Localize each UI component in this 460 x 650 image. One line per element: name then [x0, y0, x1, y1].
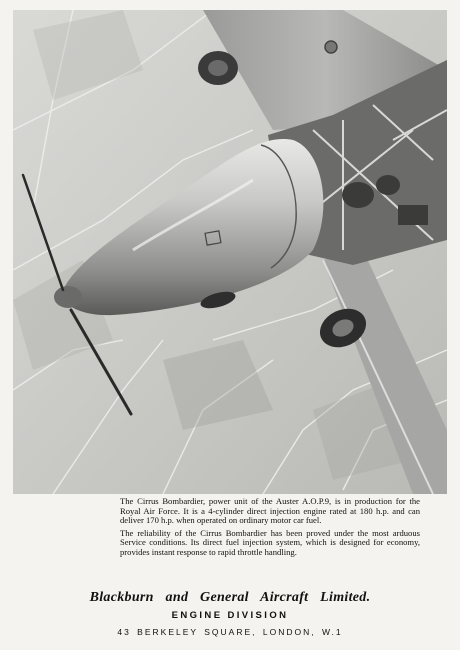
caption-paragraph-1: The Cirrus Bombardier, power unit of the Auster A.O.P.9, is in production for the Royal Air Force. It is a 4-cylinder direct injection engine rated at 180 h.p. and can deliver 170 h.p. when operated on ordinary motor car fuel. — [120, 496, 420, 526]
aircraft-photo-illustration — [13, 10, 447, 494]
division-name: ENGINE DIVISION — [171, 610, 289, 621]
company-address: 43 BERKELEY SQUARE, LONDON, W.1 — [117, 627, 343, 637]
company-name: Blackburn and General Aircraft Limited. — [89, 590, 371, 605]
caption-block — [120, 497, 420, 561]
caption-paragraph-2: The reliability of the Cirrus Bombardier has been proved under the most arduous Service conditions. Its direct fuel injection system, which is designed for economy, provides instant response to rapid throttle handling. — [120, 527, 420, 557]
propeller-spinner — [54, 286, 82, 308]
aircraft-photograph — [13, 10, 447, 494]
wing-fitting — [325, 41, 337, 53]
